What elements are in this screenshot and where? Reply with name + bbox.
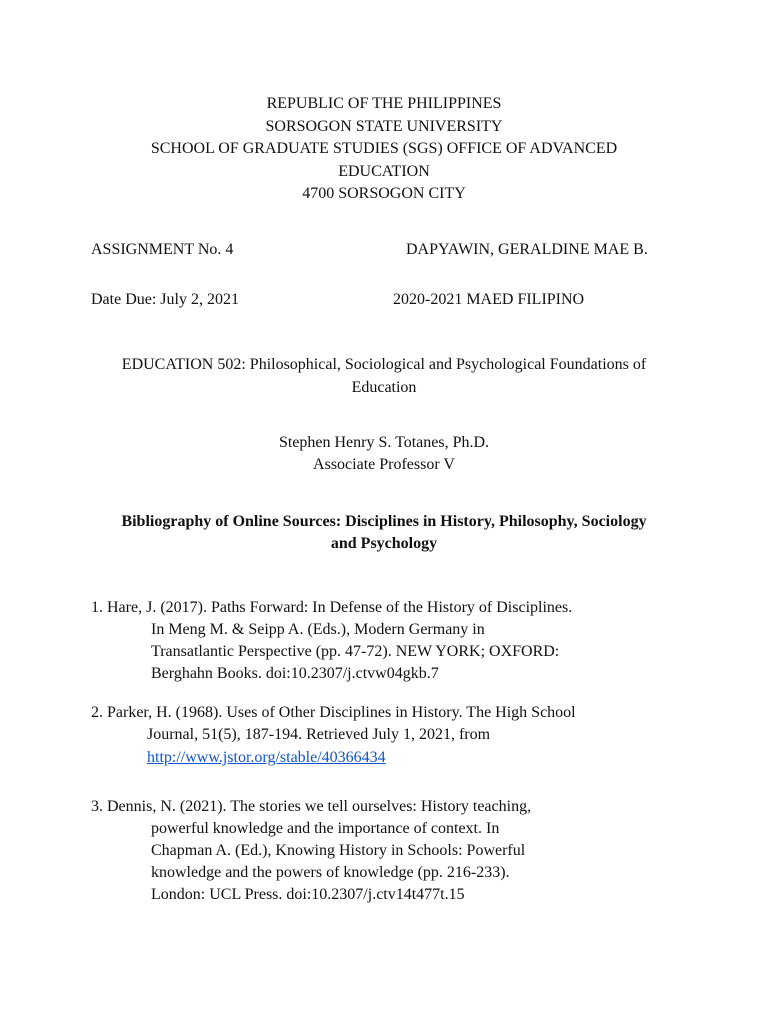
bibliography-heading-cont: and Psychology — [330, 535, 438, 552]
professor-title: Associate Professor V — [313, 456, 455, 473]
entry-3-line-5: London: UCL Press. doi:10.2307/j.ctv14t477t.15 — [151, 886, 465, 903]
professor-name: Stephen Henry S. Totanes, Ph.D. — [278, 434, 490, 451]
assignment-number: ASSIGNMENT No. 4 — [91, 241, 234, 258]
program: 2020-2021 MAED FILIPINO — [393, 291, 585, 308]
entry-3-line-3: Chapman A. (Ed.), Knowing History in Schools: Powerful — [151, 842, 526, 859]
entry-2-line-2: Journal, 51(5), 187-194. Retrieved July 1, 2021, from — [147, 726, 491, 743]
entry-2-link[interactable]: http://www.jstor.org/stable/40366434 — [147, 749, 386, 766]
entry-1-line-3: Transatlantic Perspective (pp. 47-72). NEW YORK; OXFORD: — [151, 643, 560, 660]
course-title: EDUCATION 502: Philosophical, Sociological and Psychological Foundations of — [121, 356, 647, 373]
entry-1-line-4: Berghahn Books. doi:10.2307/j.ctvw04gkb.7 — [151, 665, 439, 682]
bibliography-heading: Bibliography of Online Sources: Disciplines in History, Philosophy, Sociology — [121, 513, 647, 530]
header-school-cont: EDUCATION — [338, 163, 430, 180]
entry-3-line-4: knowledge and the powers of knowledge (pp. 216-233). — [151, 864, 510, 881]
header-school: SCHOOL OF GRADUATE STUDIES (SGS) OFFICE OF ADVANCED — [150, 140, 618, 157]
course-title-cont: Education — [351, 379, 417, 396]
entry-2-line-1: 2. Parker, H. (1968). Uses of Other Disciplines in History. The High School — [91, 704, 576, 721]
header-address: 4700 SORSOGON CITY — [302, 185, 466, 202]
header-country: REPUBLIC OF THE PHILIPPINES — [266, 95, 502, 112]
entry-1-line-1: 1. Hare, J. (2017). Paths Forward: In Defense of the History of Disciplines. — [91, 599, 573, 616]
header-university: SORSOGON STATE UNIVERSITY — [265, 118, 503, 135]
entry-3-line-1: 3. Dennis, N. (2021). The stories we tell ourselves: History teaching, — [91, 798, 532, 815]
entry-1-line-2: In Meng M. & Seipp A. (Eds.), Modern Germany in — [151, 621, 485, 638]
student-name: DAPYAWIN, GERALDINE MAE B. — [406, 241, 648, 258]
entry-3-line-2: powerful knowledge and the importance of context. In — [151, 820, 500, 837]
due-date: Date Due: July 2, 2021 — [91, 291, 239, 308]
